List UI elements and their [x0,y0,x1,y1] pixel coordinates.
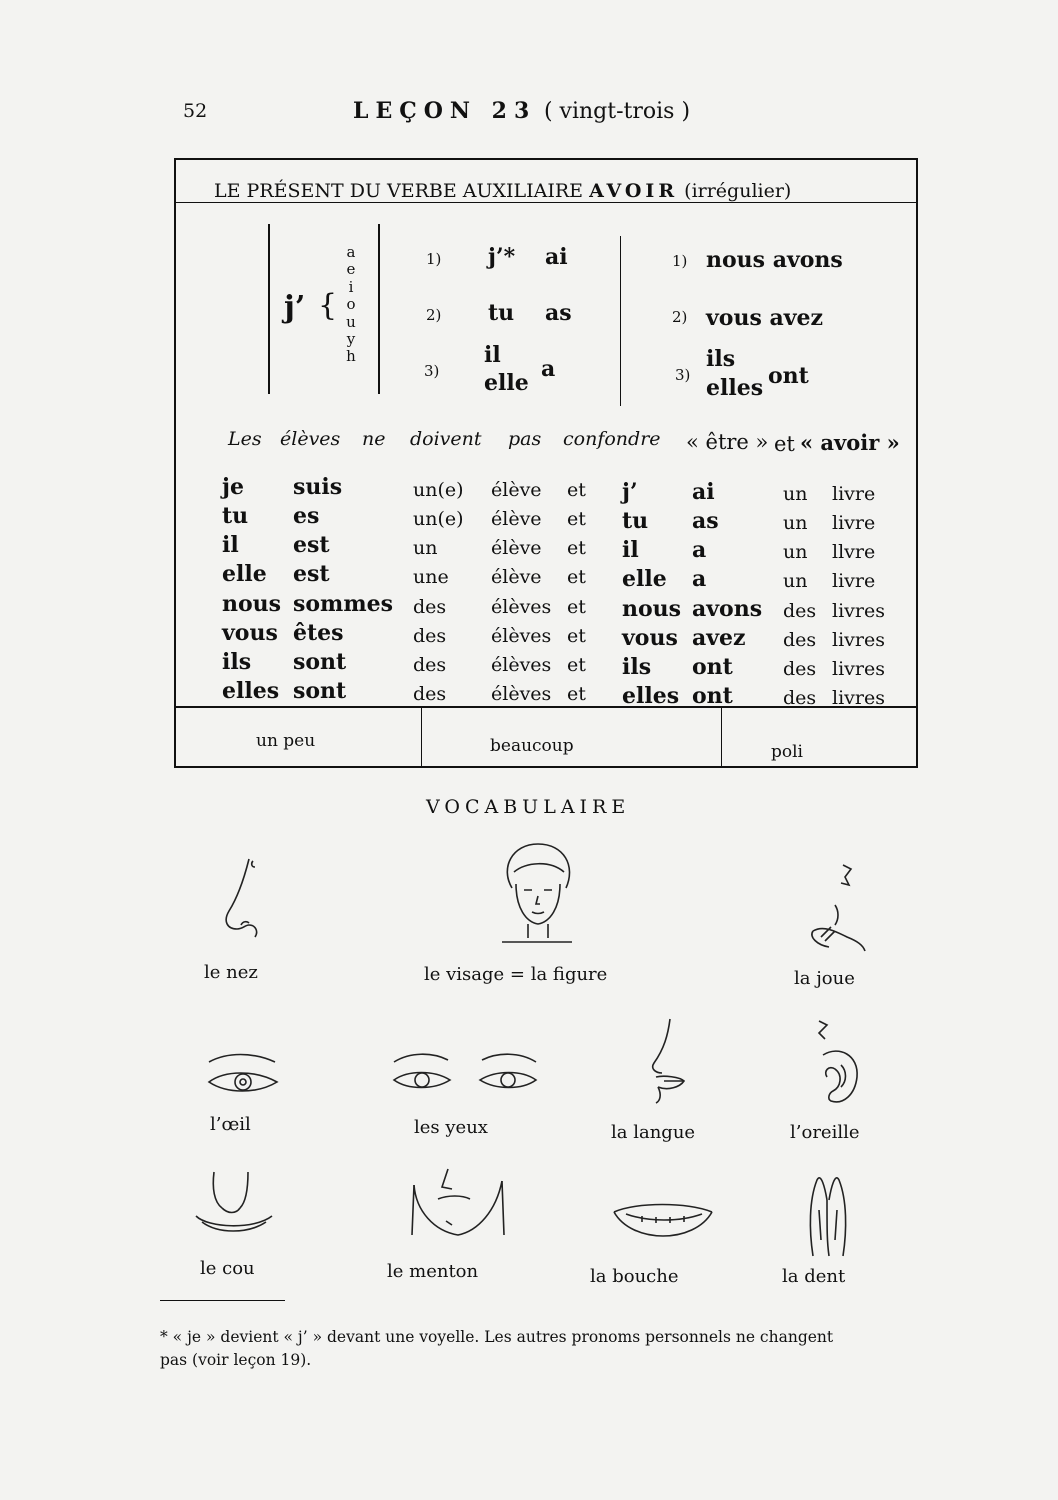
row-article: un(e) [413,479,464,501]
conj-p3-verb: a [541,356,556,382]
row-noun-livre: livre [832,483,876,505]
row-article-livre: un [783,570,808,592]
row-pronoun-etre: vous [222,620,278,646]
vocab-label-tooth: la dent [782,1266,846,1287]
table-heading [214,180,791,202]
row-verb-avoir: as [692,508,719,534]
row-pronoun-avoir: il [622,537,639,563]
table-heading-pre: LE PRÉSENT DU VERBE AUXILIAIRE [214,180,584,202]
row-verb-avoir: avez [692,625,746,651]
right-number-3: 3) [675,366,691,384]
conj-p3-pronoun-b: elle [484,370,529,396]
row-noun-livre: livres [832,687,885,709]
tongue-icon [640,1015,700,1105]
row-pronoun-avoir: vous [622,625,678,651]
row-verb-etre: êtes [293,620,344,646]
vocab-label-face: le visage = la figure [424,964,608,985]
right-number-2: 2) [672,308,688,326]
row-noun-eleve: élève [491,479,542,501]
elision-letter: a [346,243,356,261]
conj-p1-verb: ai [545,244,568,270]
ear-icon [805,1015,865,1115]
table-divider-top-middle [620,236,621,406]
elision-letter: u [346,312,356,331]
row-pronoun-avoir: tu [622,508,649,534]
eye-icon [203,1052,283,1102]
lesson-title-main: LEÇON 23 [353,98,537,124]
footnote [160,1326,920,1372]
footer-cell-3: poli [771,742,803,762]
vocab-label-nose: le nez [204,962,258,983]
row-noun-eleve: élève [491,508,542,530]
conj-p3-pronoun-a: il [484,342,501,368]
eyes-icon [390,1050,540,1100]
row-pronoun-avoir: nous [622,596,682,622]
conj-p5: vous avez [706,305,824,331]
vocab-label-chin: le menton [387,1261,479,1282]
row-verb-avoir: avons [692,596,763,622]
row-verb-avoir: a [692,537,707,563]
elision-pronoun: j’ [284,290,306,325]
row-article-livre: un [783,512,808,534]
row-et: et [567,479,586,501]
row-article-livre: un [783,483,808,505]
conj-p4: nous avons [706,247,843,273]
vocab-label-mouth: la bouche [590,1266,679,1287]
confusion-et: et [774,432,795,456]
row-noun-livre: livres [832,600,885,622]
confusion-avoir: « avoir » [800,430,900,455]
confusion-word: confondre [563,428,661,450]
conj-p2-pronoun: tu [488,300,515,326]
conj-p1-pronoun: j’* [488,244,516,270]
row-article-livre: des [783,658,817,680]
confusion-sentence [228,428,262,450]
row-pronoun-etre: nous [222,591,282,617]
elision-letter: e [346,260,356,279]
row-article: un [413,537,438,559]
row-et: et [567,537,586,559]
face-icon [492,838,582,948]
elision-letter: y [346,330,356,349]
row-noun-livre: livre [832,570,876,592]
row-article: des [413,596,447,618]
row-pronoun-etre: tu [222,503,249,529]
row-article-livre: des [783,600,817,622]
row-pronoun-etre: elles [222,678,280,704]
row-pronoun-avoir: ils [622,654,652,680]
row-verb-etre: sont [293,649,347,675]
row-article-livre: un [783,541,808,563]
vocab-label-tongue: la langue [611,1122,696,1143]
row-et: et [567,625,586,647]
row-pronoun-avoir: j’ [622,479,638,505]
row-verb-avoir: ont [692,654,733,680]
chin-icon [408,1165,508,1245]
conj-p6-pronoun-a: ils [706,346,736,372]
row-et: et [567,654,586,676]
confusion-etre: « être » [686,430,769,454]
elision-letter: o [346,295,356,314]
row-noun-eleve: élèves [491,654,552,676]
row-article: un(e) [413,508,464,530]
row-verb-etre: sommes [293,591,393,617]
footer-cell-1: un peu [256,731,316,751]
conj-p2-verb: as [545,300,572,326]
confusion-word: pas [508,428,542,450]
left-number-3: 3) [424,362,440,380]
row-verb-etre: es [293,503,320,529]
row-noun-eleve: élèves [491,596,552,618]
row-noun-eleve: élève [491,537,542,559]
conj-p6-pronoun-b: elles [706,375,764,401]
left-number-1: 1) [426,250,442,268]
elision-letter: i [348,277,354,296]
row-article: des [413,625,447,647]
table-divider-footer-1 [421,708,422,766]
row-article: une [413,566,449,588]
left-number-2: 2) [426,306,442,324]
conj-p6-verb: ont [768,363,809,389]
footnote-line-1: * « je » devient « j’ » devant une voyelle. Les autres pronoms personnels ne changent [160,1328,834,1346]
vocab-label-neck: le cou [200,1258,255,1279]
row-noun-eleve: élèves [491,683,552,705]
footnote-line-2: pas (voir leçon 19). [160,1351,312,1369]
row-article-livre: des [783,687,817,709]
row-pronoun-avoir: elles [622,683,680,709]
row-verb-etre: suis [293,474,343,500]
table-divider-footer-2 [721,708,722,766]
row-et: et [567,683,586,705]
elision-letter: h [346,347,356,366]
row-pronoun-avoir: elle [622,566,667,592]
vocab-label-eye: l’œil [210,1114,251,1135]
row-noun-livre: livre [832,512,876,534]
cheek-icon [795,855,875,955]
lesson-title-paren: ( vingt-trois ) [543,99,691,124]
elision-letters [344,244,358,366]
row-article: des [413,654,447,676]
row-pronoun-etre: elle [222,561,267,587]
confusion-word: Les [228,428,262,450]
tooth-icon [803,1170,853,1260]
table-heading-post: (irrégulier) [684,180,792,202]
vocab-label-ear: l’oreille [790,1122,860,1143]
neck-icon [188,1168,278,1238]
row-noun-eleve: élève [491,566,542,588]
row-verb-etre: est [293,561,330,587]
table-heading-verb: AVOIR [589,180,679,202]
page-number: 52 [183,100,208,122]
footnote-rule [160,1300,285,1301]
brace-icon: { [318,288,338,323]
row-noun-livre: llvre [832,541,876,563]
row-et: et [567,508,586,530]
lesson-title [353,98,690,124]
row-pronoun-etre: ils [222,649,252,675]
confusion-word: doivent [410,428,482,450]
confusion-word: élèves [280,428,341,450]
row-pronoun-etre: je [222,474,244,500]
nose-icon [215,855,275,945]
confusion-word: ne [362,428,386,450]
mouth-icon [608,1188,718,1248]
table-divider-header [176,202,916,203]
vocab-label-eyes: les yeux [414,1117,488,1138]
row-verb-avoir: a [692,566,707,592]
row-verb-etre: est [293,532,330,558]
row-verb-etre: sont [293,678,347,704]
row-noun-livre: livres [832,658,885,680]
row-article-livre: des [783,629,817,651]
row-article: des [413,683,447,705]
row-noun-eleve: élèves [491,625,552,647]
row-et: et [567,566,586,588]
row-pronoun-etre: il [222,532,239,558]
row-verb-avoir: ont [692,683,733,709]
vocabulary-heading: VOCABULAIRE [426,796,631,818]
row-noun-livre: livres [832,629,885,651]
right-number-1: 1) [672,252,688,270]
footer-cell-2: beaucoup [490,736,574,756]
row-verb-avoir: ai [692,479,715,505]
vocab-label-cheek: la joue [794,968,855,989]
row-et: et [567,596,586,618]
